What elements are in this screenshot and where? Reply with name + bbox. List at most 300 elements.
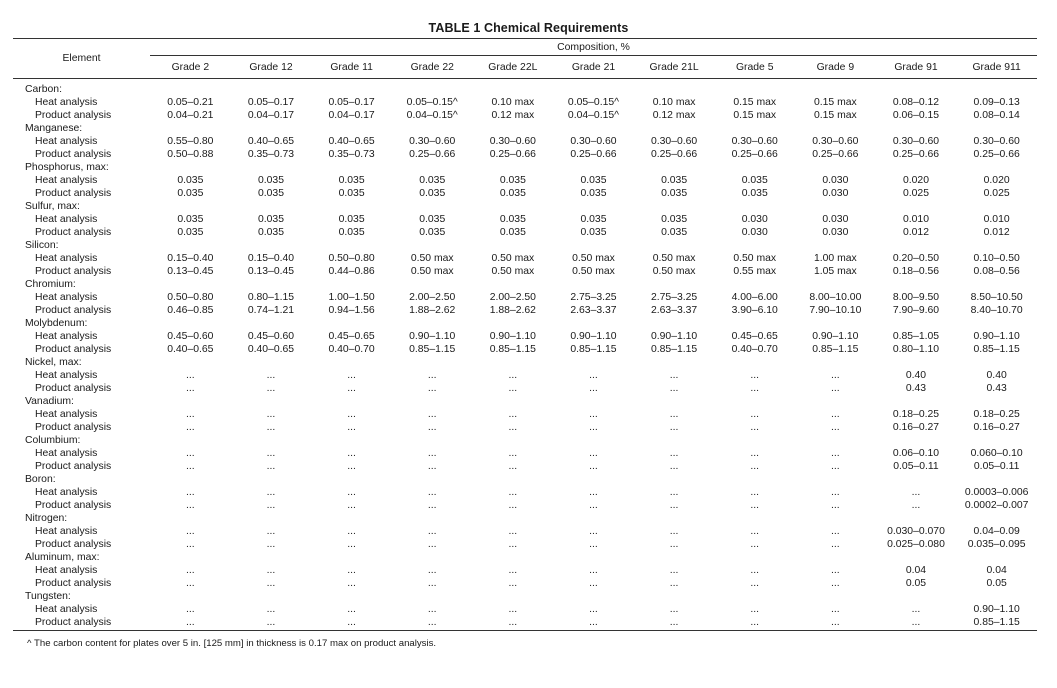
heat-analysis-label: Heat analysis	[35, 487, 98, 498]
composition-value: 0.30–0.60	[409, 136, 456, 147]
composition-value: 0.035	[177, 188, 204, 199]
heat-analysis-row	[13, 564, 1037, 577]
composition-value: ...	[831, 409, 840, 420]
composition-value: 0.25–0.66	[892, 149, 940, 160]
composition-value: 0.035	[499, 188, 526, 199]
composition-value: 0.15 max	[813, 110, 857, 121]
composition-value: 0.035	[580, 214, 607, 225]
composition-value: ...	[186, 604, 195, 615]
composition-value: ...	[589, 565, 598, 576]
composition-value: ...	[831, 370, 840, 381]
composition-value: 0.50 max	[652, 253, 696, 264]
heat-analysis-label: Heat analysis	[35, 175, 98, 186]
composition-value: ...	[508, 422, 518, 433]
element-row	[13, 551, 1037, 564]
composition-value: ...	[750, 500, 760, 511]
element-name: Chromium:	[25, 279, 76, 290]
heat-analysis-row	[13, 603, 1037, 616]
composition-value: ...	[392, 616, 473, 631]
composition-value: 1.00–1.50	[328, 292, 375, 303]
composition-value: 0.035	[257, 188, 284, 199]
composition-value: ...	[508, 578, 518, 589]
table-body	[13, 79, 1037, 631]
element-row	[13, 79, 1037, 97]
composition-value: 0.50 max	[491, 253, 535, 264]
composition-value: 0.40–0.70	[328, 344, 375, 355]
composition-value: 0.035	[580, 188, 607, 199]
composition-value: 0.025	[902, 188, 929, 199]
element-name: Nickel, max:	[25, 357, 82, 368]
composition-value: ...	[427, 409, 437, 420]
composition-value: ...	[669, 448, 679, 459]
composition-value: 0.020	[902, 175, 929, 186]
composition-value: 0.30–0.60	[650, 136, 698, 147]
composition-value: 0.30–0.60	[812, 136, 859, 147]
composition-value: 0.40–0.70	[731, 344, 778, 355]
composition-value: 0.90–1.10	[650, 331, 698, 342]
composition-value: 0.025–0.080	[887, 539, 945, 550]
composition-value: ...	[750, 487, 760, 498]
composition-value: 0.035	[661, 175, 688, 186]
composition-value: 0.25–0.66	[409, 149, 456, 160]
composition-value: ...	[427, 526, 437, 537]
composition-value: ...	[669, 604, 679, 615]
composition-value: 0.030	[822, 175, 849, 186]
composition-value: 0.13–0.45	[167, 266, 214, 277]
composition-value: 0.18–0.25	[973, 409, 1020, 420]
composition-value: ...	[508, 526, 518, 537]
element-name: Aluminum, max:	[25, 552, 100, 563]
composition-value: 0.04	[905, 565, 927, 576]
composition-value: 0.16–0.27	[973, 422, 1020, 433]
composition-value: 0.50 max	[410, 253, 454, 264]
product-analysis-row	[13, 538, 1037, 551]
composition-value: ...	[427, 422, 437, 433]
element-name: Carbon:	[25, 84, 62, 95]
composition-value: 0.40–0.65	[247, 344, 295, 355]
composition-value: 0.15–0.40	[247, 253, 295, 264]
composition-value: ...	[911, 500, 921, 511]
composition-value: 0.13–0.45	[247, 266, 295, 277]
composition-value: 0.09–0.13	[973, 97, 1020, 108]
composition-value: 0.25–0.66	[650, 149, 698, 160]
product-analysis-label: Product analysis	[35, 149, 112, 160]
composition-value: 0.18–0.25	[892, 409, 940, 420]
composition-value: 0.25–0.66	[731, 149, 778, 160]
composition-value: 0.90–1.10	[570, 331, 617, 342]
composition-value: ...	[669, 370, 679, 381]
composition-value: 0.035	[499, 175, 526, 186]
composition-value: 0.50 max	[652, 266, 696, 277]
composition-value: 0.30–0.60	[570, 136, 617, 147]
heat-analysis-row	[13, 291, 1037, 304]
composition-value: 0.10 max	[652, 97, 696, 108]
composition-value: 0.035	[338, 214, 365, 225]
composition-value: ...	[669, 487, 679, 498]
composition-value: 0.035	[499, 227, 526, 238]
composition-value: ...	[831, 448, 840, 459]
composition-value: ...	[186, 409, 195, 420]
product-analysis-row	[13, 109, 1037, 122]
composition-value: 2.75–3.25	[570, 292, 617, 303]
composition-value: ...	[876, 616, 957, 631]
composition-value: 0.43	[905, 383, 927, 394]
composition-value: 0.035	[419, 227, 446, 238]
composition-value: ...	[508, 448, 518, 459]
composition-value: 0.05–0.11	[893, 461, 939, 472]
composition-value: 0.85–1.15	[973, 344, 1020, 355]
composition-value: ...	[186, 578, 195, 589]
composition-value: ...	[266, 461, 276, 472]
composition-value: ...	[266, 604, 276, 615]
composition-value: 2.00–2.50	[409, 292, 456, 303]
composition-value: 0.10–0.50	[973, 253, 1020, 264]
product-analysis-label: Product analysis	[13, 616, 150, 631]
composition-value: 0.40	[905, 370, 927, 381]
composition-value: ...	[266, 500, 276, 511]
grade-column-header: Grade 22	[392, 56, 473, 79]
composition-value: ...	[347, 422, 356, 433]
composition-value: ...	[750, 604, 760, 615]
composition-value: 0.030	[822, 227, 849, 238]
composition-value: 0.50 max	[733, 253, 777, 264]
composition-value: 0.15 max	[733, 110, 777, 121]
composition-value: 0.035	[177, 214, 204, 225]
composition-value: 0.85–1.05	[892, 331, 940, 342]
element-name: Nitrogen:	[25, 513, 68, 524]
composition-value: 1.05 max	[813, 266, 857, 277]
element-row	[13, 434, 1037, 447]
composition-value: 7.90–9.60	[892, 305, 940, 316]
heat-analysis-label: Heat analysis	[35, 565, 98, 576]
composition-value: ...	[508, 539, 518, 550]
composition-value: ...	[553, 616, 634, 631]
composition-value: ...	[427, 604, 437, 615]
composition-value: ...	[347, 461, 356, 472]
product-analysis-label: Product analysis	[35, 500, 112, 511]
heat-analysis-row	[13, 252, 1037, 265]
composition-value: 0.30–0.60	[731, 136, 778, 147]
composition-value: ...	[911, 487, 921, 498]
composition-header: Composition, %	[150, 39, 1037, 56]
product-analysis-row	[13, 499, 1037, 512]
composition-value: ...	[508, 604, 518, 615]
composition-value: 0.04	[986, 565, 1007, 576]
composition-value: ...	[589, 383, 598, 394]
composition-value: 0.08–0.14	[973, 110, 1020, 121]
element-row	[13, 122, 1037, 135]
composition-value: 0.030	[741, 227, 768, 238]
composition-value: 0.012	[902, 227, 929, 238]
composition-value: 0.85–1.15	[956, 616, 1037, 631]
heat-analysis-row	[13, 447, 1037, 460]
composition-value: 0.30–0.60	[489, 136, 536, 147]
composition-value: 0.04–0.15^	[406, 110, 458, 121]
composition-value: 0.50–0.80	[328, 253, 375, 264]
product-analysis-label: Product analysis	[35, 461, 112, 472]
grade-column-header: Grade 11	[311, 56, 392, 79]
element-name: Sulfur, max:	[25, 201, 80, 212]
composition-value: ...	[508, 409, 518, 420]
composition-value: ...	[508, 461, 518, 472]
heat-analysis-row	[13, 525, 1037, 538]
composition-value: ...	[347, 565, 356, 576]
heat-analysis-row	[13, 486, 1037, 499]
composition-value: 0.40–0.65	[247, 136, 295, 147]
composition-value: 0.035	[419, 175, 446, 186]
composition-value: ...	[669, 500, 679, 511]
composition-value: 1.00 max	[813, 253, 857, 264]
composition-value: 0.25–0.66	[489, 149, 536, 160]
composition-value: ...	[669, 461, 679, 472]
composition-value: ...	[347, 578, 356, 589]
composition-value: 0.55 max	[733, 266, 777, 277]
composition-value: 0.06–0.15	[892, 110, 940, 121]
composition-value: 0.04–0.15^	[567, 110, 620, 121]
composition-value: 0.45–0.65	[328, 331, 375, 342]
composition-value: 0.012	[983, 227, 1010, 238]
composition-value: ...	[669, 565, 679, 576]
grade-column-header: Grade 21	[553, 56, 634, 79]
product-analysis-label: Product analysis	[35, 110, 112, 121]
composition-value: 8.00–10.00	[809, 292, 862, 303]
composition-value: ...	[508, 370, 518, 381]
composition-value: 0.010	[902, 214, 929, 225]
heat-analysis-label: Heat analysis	[35, 97, 98, 108]
composition-value: ...	[186, 422, 195, 433]
composition-value: 0.30–0.60	[973, 136, 1020, 147]
composition-value: ...	[589, 370, 598, 381]
composition-value: ...	[831, 500, 840, 511]
composition-value: 0.50 max	[572, 266, 615, 277]
composition-value: 0.030–0.070	[887, 526, 945, 537]
composition-value: ...	[589, 461, 598, 472]
composition-value: 0.030	[822, 214, 849, 225]
heat-analysis-row	[13, 330, 1037, 343]
composition-value: 0.40	[986, 370, 1007, 381]
composition-value: 0.08–0.56	[973, 266, 1020, 277]
heat-analysis-label: Heat analysis	[35, 448, 98, 459]
composition-value: ...	[427, 578, 437, 589]
composition-value: 0.08–0.12	[892, 97, 940, 108]
composition-value: ...	[669, 526, 679, 537]
composition-value: ...	[186, 461, 195, 472]
composition-value: 0.035	[499, 214, 526, 225]
element-row	[13, 395, 1037, 408]
composition-value: 0.16–0.27	[892, 422, 940, 433]
composition-value: 0.04–0.17	[328, 110, 375, 121]
composition-value: ...	[473, 616, 554, 631]
element-name: Vanadium:	[25, 396, 74, 407]
composition-value: 0.50–0.88	[167, 149, 214, 160]
composition-value: 8.40–10.70	[970, 305, 1023, 316]
composition-value: 0.035	[257, 175, 284, 186]
product-analysis-label: Product analysis	[35, 383, 112, 394]
element-row	[13, 161, 1037, 174]
composition-value: ...	[186, 539, 195, 550]
grade-column-header: Grade 21L	[634, 56, 715, 79]
composition-value: ...	[347, 409, 356, 420]
composition-value: 0.85–1.15	[489, 344, 536, 355]
element-row	[13, 512, 1037, 525]
heat-analysis-label: Heat analysis	[35, 331, 98, 342]
table-footnote: ^ The carbon content for plates over 5 in. [125 mm] in thickness is 0.17 max on product analysis.	[27, 638, 437, 649]
composition-value: ...	[831, 604, 840, 615]
composition-value: ...	[589, 539, 598, 550]
composition-value: 0.85–1.15	[409, 344, 456, 355]
product-analysis-row	[13, 226, 1037, 239]
composition-value: ...	[427, 500, 437, 511]
composition-value: ...	[669, 422, 679, 433]
composition-value: ...	[831, 526, 840, 537]
composition-value: ...	[589, 448, 598, 459]
heat-analysis-label: Heat analysis	[35, 253, 98, 264]
composition-value: 0.15 max	[733, 97, 777, 108]
composition-value: 0.04–0.21	[167, 110, 214, 121]
composition-value: ...	[266, 370, 276, 381]
composition-value: ...	[831, 565, 840, 576]
composition-value: 0.18–0.56	[892, 266, 940, 277]
composition-value: 0.060–0.10	[970, 448, 1023, 459]
product-analysis-label: Product analysis	[35, 305, 112, 316]
heat-analysis-row	[13, 174, 1037, 187]
composition-value: ...	[831, 422, 840, 433]
element-row	[13, 590, 1037, 603]
composition-value: ...	[669, 539, 679, 550]
grade-column-header: Grade 22L	[473, 56, 554, 79]
composition-value: 0.030	[822, 188, 849, 199]
composition-value: 0.05–0.17	[328, 97, 375, 108]
composition-value: 0.90–1.10	[973, 331, 1020, 342]
composition-value: 0.15–0.40	[167, 253, 214, 264]
composition-value: 0.40–0.65	[167, 344, 214, 355]
composition-value: 2.63–3.37	[570, 305, 617, 316]
composition-value: 0.55–0.80	[167, 136, 214, 147]
composition-value: ...	[186, 383, 195, 394]
composition-value: ...	[347, 526, 356, 537]
composition-value: ...	[186, 565, 195, 576]
composition-value: 0.025	[983, 188, 1010, 199]
composition-value: 0.010	[983, 214, 1010, 225]
composition-value: 0.20–0.50	[892, 253, 940, 264]
composition-value: ...	[589, 409, 598, 420]
composition-value: 0.0002–0.007	[964, 500, 1029, 511]
element-row	[13, 317, 1037, 330]
element-row	[13, 200, 1037, 213]
composition-value: 0.05–0.15^	[406, 97, 458, 108]
composition-value: 0.46–0.85	[167, 305, 214, 316]
heat-analysis-row	[13, 96, 1037, 109]
composition-value: 0.035	[177, 227, 204, 238]
composition-value: 0.85–1.15	[570, 344, 617, 355]
composition-value: ...	[750, 539, 760, 550]
grade-header-row	[13, 56, 1037, 79]
heat-analysis-label: Heat analysis	[35, 409, 98, 420]
composition-value: ...	[427, 487, 437, 498]
composition-value: 2.63–3.37	[650, 305, 698, 316]
composition-value: 3.90–6.10	[731, 305, 778, 316]
composition-value: ...	[634, 616, 715, 631]
composition-value: 0.035	[661, 227, 688, 238]
composition-value: 0.85–1.15	[812, 344, 859, 355]
composition-value: ...	[186, 487, 195, 498]
element-column-header: Element	[13, 39, 150, 79]
composition-value: 0.05–0.21	[167, 97, 214, 108]
composition-value: ...	[186, 500, 195, 511]
composition-value: 0.035	[419, 214, 446, 225]
heat-analysis-label: Heat analysis	[35, 370, 98, 381]
product-analysis-label: Product analysis	[35, 422, 112, 433]
composition-value: ...	[186, 370, 195, 381]
composition-value: 0.15 max	[813, 97, 857, 108]
composition-value: ...	[427, 461, 437, 472]
composition-value: ...	[831, 539, 840, 550]
element-name: Boron:	[25, 474, 56, 485]
composition-value: ...	[427, 448, 437, 459]
heat-analysis-row	[13, 213, 1037, 226]
composition-value: ...	[427, 539, 437, 550]
composition-value: 0.45–0.60	[167, 331, 214, 342]
composition-value: 2.75–3.25	[650, 292, 698, 303]
composition-value: 0.12 max	[491, 110, 535, 121]
product-analysis-label: Product analysis	[35, 188, 112, 199]
composition-value: ...	[508, 383, 518, 394]
composition-value: ...	[669, 409, 679, 420]
composition-value: 0.035	[661, 188, 688, 199]
composition-value: ...	[266, 526, 276, 537]
composition-value: ...	[669, 578, 679, 589]
composition-value: ...	[347, 604, 356, 615]
grade-column-header: Grade 12	[231, 56, 312, 79]
composition-value: 0.035	[257, 214, 284, 225]
composition-value: ...	[750, 578, 760, 589]
composition-value: ...	[750, 383, 760, 394]
composition-value: 0.80–1.10	[892, 344, 940, 355]
composition-value: ...	[347, 383, 356, 394]
composition-value: ...	[266, 409, 276, 420]
composition-value: 0.030	[741, 214, 768, 225]
product-analysis-label: Product analysis	[35, 266, 112, 277]
composition-value: 2.00–2.50	[489, 292, 536, 303]
composition-value: ...	[714, 616, 795, 631]
element-name: Manganese:	[25, 123, 83, 134]
product-analysis-row	[13, 616, 1037, 631]
composition-value: ...	[831, 487, 840, 498]
composition-value: 0.44–0.86	[328, 266, 375, 277]
composition-value: 0.94–1.56	[328, 305, 375, 316]
composition-value: ...	[186, 448, 195, 459]
composition-value: ...	[508, 500, 518, 511]
composition-value: 0.035	[661, 214, 688, 225]
composition-value: ...	[427, 565, 437, 576]
composition-value: ...	[750, 409, 760, 420]
grade-column-header: Grade 91	[876, 56, 957, 79]
chemical-requirements-table-container	[13, 38, 1037, 631]
element-name: Columbium:	[25, 435, 81, 446]
composition-value: 0.035	[580, 175, 607, 186]
composition-value: 0.035	[580, 227, 607, 238]
heat-analysis-label: Heat analysis	[35, 214, 98, 225]
grade-column-header: Grade 5	[714, 56, 795, 79]
composition-value: ...	[750, 370, 760, 381]
composition-value: ...	[266, 539, 276, 550]
composition-value: ...	[669, 383, 679, 394]
composition-value: 0.05–0.17	[247, 97, 295, 108]
composition-value: 0.50–0.80	[167, 292, 214, 303]
product-analysis-label: Product analysis	[35, 227, 112, 238]
composition-value: ...	[750, 461, 760, 472]
composition-value: ...	[347, 539, 356, 550]
